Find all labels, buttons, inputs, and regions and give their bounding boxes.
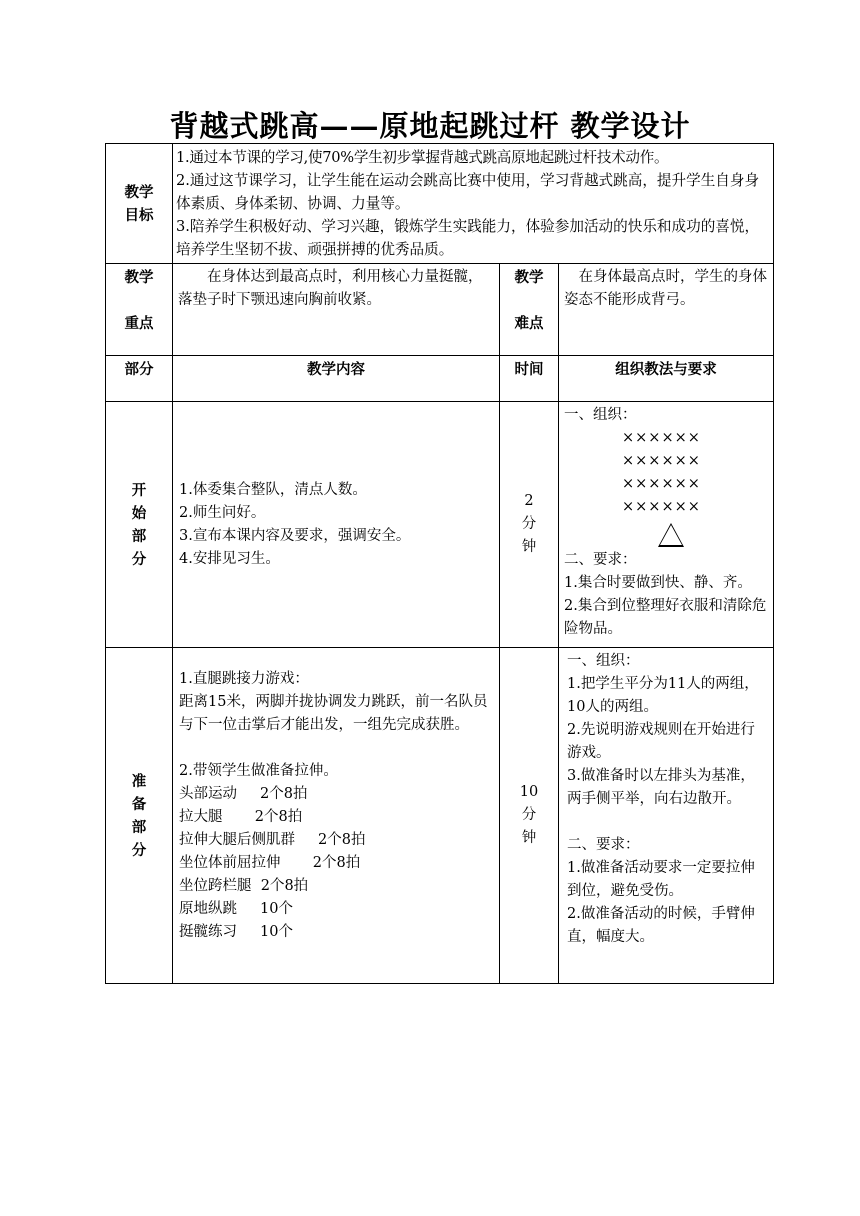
part-char: 部 [131,818,147,836]
focus-label-line1: 教学 [124,269,154,286]
part-char: 开 [131,481,147,499]
time-char: 2 [524,493,534,509]
warmup-content [173,648,500,984]
req-title: 二、要求： [567,837,640,853]
spacer [567,811,768,834]
warmup-section-row [106,648,774,984]
header-part: 部分 [106,356,173,402]
time-char: 10 [519,784,539,800]
game-desc: 距离15米，两脚并拢协调发力跳跃，前一名队员与下一位击掌后才能出发，一组先完成获胜。 [179,694,488,733]
start-content-item: 3.宣布本课内容及要求，强调安全。 [179,527,411,544]
start-section-row [106,402,774,648]
requirement-item: 1.集合时要做到快、静、齐。 [564,575,752,591]
focus-label [106,264,173,356]
difficulty-label-line1: 教学 [514,269,544,286]
part-char: 分 [131,550,147,568]
org-title: 一、组织： [567,653,640,669]
part-char: 始 [131,504,147,522]
stretch-title: 2.带领学生做准备拉伸。 [179,763,338,779]
part-char: 准 [131,772,147,790]
stretch-item: 坐位跨栏腿 2个8拍 [179,878,309,894]
start-part-label [106,402,173,648]
stretch-item: 原地纵跳 10个 [179,901,293,917]
part-char: 分 [131,841,147,859]
req-title: 二、要求： [564,552,637,568]
objective-item: 3.陪养学生积极好动、学习兴趣，锻炼学生实践能力，体验参加活动的快乐和成功的喜悦，培养学生坚韧不拔、顽强拼搏的优秀品质。 [176,218,760,258]
difficulty-label [500,264,559,356]
part-char: 部 [131,527,147,545]
objective-item: 1.通过本节课的学习,使70%学生初步掌握背越式跳高原地起跳过杆技术动作。 [176,149,669,166]
start-content-item: 1.体委集合整队，清点人数。 [179,481,367,498]
difficulty-label-line2: 难点 [514,315,544,332]
requirement-item: 2.集合到位整理好衣服和清除危险物品。 [564,598,767,637]
org-item: 1.把学生平分为11人的两组，10人的两组。 [567,676,759,715]
difficulty-content [559,264,774,356]
time-char: 分 [521,516,537,532]
start-content-item: 2.师生问好。 [179,504,266,521]
header-method: 组织教法与要求 [559,356,774,402]
focus-label-line2: 重点 [124,315,154,332]
stretch-item: 挺髋练习 10个 [179,924,293,940]
objectives-content [173,144,774,264]
formation-row: ×××××× [622,430,701,446]
formation-row: ×××××× [622,453,701,469]
focus-difficulty-row [106,264,774,356]
column-header-row [106,356,774,402]
spacer [179,737,494,760]
objectives-label-line1: 教学 [124,183,154,201]
org-item: 2.先说明游戏规则在开始进行游戏。 [567,722,755,761]
focus-text: 在身体达到最高点时，利用核心力量挺髋，落垫子时下颚迅速向胸前收紧。 [178,269,483,308]
start-time [500,402,559,648]
formation-row: ×××××× [622,499,701,515]
game-title: 1.直腿跳接力游戏： [179,671,309,687]
lesson-plan-table [105,143,774,984]
header-time: 时间 [500,356,559,402]
stretch-item: 坐位体前屈拉伸 2个8拍 [179,855,361,871]
stretch-item: 头部运动 2个8拍 [179,786,308,802]
stretch-item: 拉大腿 2个8拍 [179,809,303,825]
difficulty-text: 在身体最高点时，学生的身体姿态不能形成背弓。 [564,269,767,308]
time-char: 钟 [521,539,537,555]
start-content [173,402,500,648]
warmup-time [500,648,559,984]
page-title: 背越式跳高——原地起跳过杆 教学设计 [169,109,691,143]
requirement-item: 2.做准备活动的时候，手臂伸直，幅度大。 [567,906,755,945]
org-title: 一、组织： [564,407,637,423]
start-method [559,402,774,648]
objectives-row [106,144,774,264]
objective-item: 2.通过这节课学习，让学生能在运动会跳高比赛中使用，学习背越式跳高，提升学生自身身体素质、身体柔韧、协调、力量等。 [176,172,760,212]
focus-content [173,264,500,356]
part-char: 备 [131,795,147,813]
teacher-triangle-icon [658,523,684,547]
header-content: 教学内容 [173,356,500,402]
objectives-label-line2: 目标 [124,206,154,224]
time-char: 分 [521,807,537,823]
warmup-part-label [106,648,173,984]
objectives-label [106,144,173,264]
formation-row: ×××××× [622,476,701,492]
requirement-item: 1.做准备活动要求一定要拉伸到位，避免受伤。 [567,860,755,899]
warmup-method [559,648,774,984]
stretch-item: 拉伸大腿后侧肌群 2个8拍 [179,832,366,848]
start-content-item: 4.安排见习生。 [179,550,280,567]
org-item: 3.做准备时以左排头为基准，两手侧平举，向右边散开。 [567,768,755,807]
time-char: 钟 [521,830,537,846]
